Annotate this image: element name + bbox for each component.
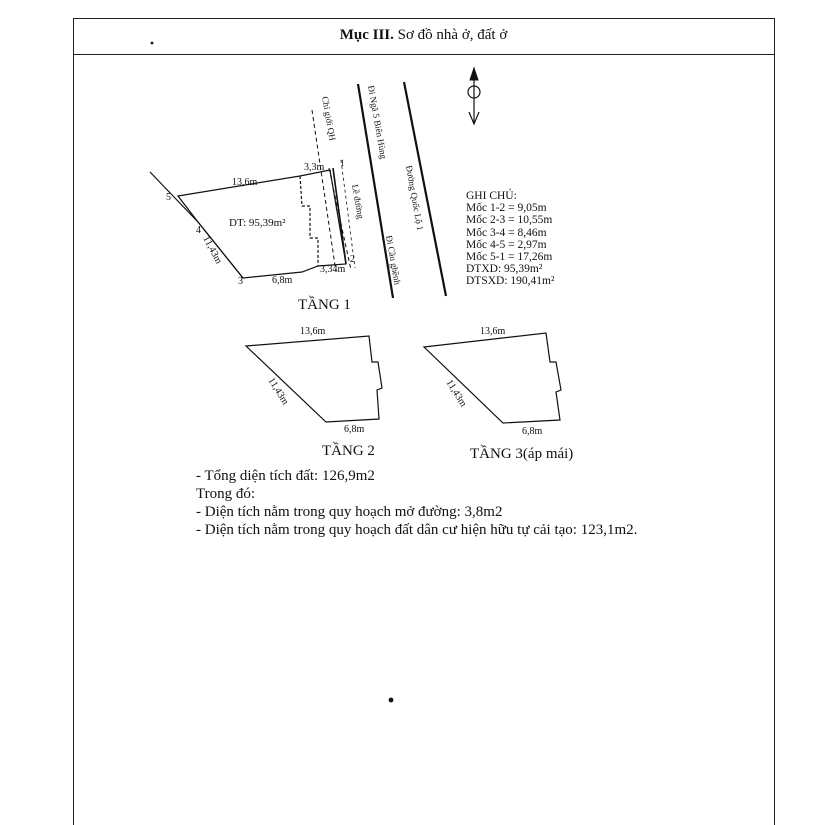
- tang2-dim-left: 11,43m: [265, 375, 291, 407]
- summary-intro: Trong đó:: [196, 486, 256, 502]
- road-label-lo-gioi: Chỉ giới QH: [320, 95, 338, 142]
- tang3-dim-left: 11,43m: [443, 377, 469, 409]
- summary-residential-area: - Diện tích nằm trong quy hoạch đất dân cư hiện hữu tự cải tạo: 123,1m2.: [196, 522, 638, 538]
- road-label-le-duong: Lề đường: [350, 183, 366, 220]
- road-label-di-nga5: Đi Ngã 5 Biên Hùng: [366, 84, 389, 160]
- title-rest: Sơ đồ nhà ở, đất ở: [397, 27, 508, 43]
- marker-4: 4: [196, 225, 201, 236]
- north-arrow-icon: [468, 68, 480, 124]
- dim-top-label: 13,6m: [232, 177, 258, 188]
- marker-1: 1: [340, 158, 345, 168]
- area-label: DT: 95,39m²: [229, 217, 286, 229]
- marker-2: 2: [350, 254, 355, 265]
- scan-dot: [389, 698, 394, 703]
- floor-plan-tang3: [424, 333, 561, 423]
- note-line: DTSXD: 190,41m²: [466, 275, 555, 288]
- tang3-label: TẦNG 3(áp mái): [470, 446, 574, 462]
- note-line: Mốc 3-4 = 8,46m: [466, 226, 547, 239]
- notes-heading: GHI CHÚ:: [466, 190, 517, 202]
- scan-dot: [151, 42, 154, 45]
- curb-dashed: [341, 160, 355, 268]
- road-label-di-cau: Đi Cầu ghềnh: [384, 234, 403, 286]
- tang3-dim-bottom: 6,8m: [522, 426, 543, 437]
- notes-block: [466, 190, 554, 288]
- note-line: Mốc 5-1 = 17,26m: [466, 251, 553, 264]
- summary-block: [196, 467, 637, 539]
- summary-road-area: - Diện tích nằm trong quy hoạch mở đường: 3,8m2: [196, 504, 503, 520]
- marker-3: 3: [238, 276, 243, 287]
- tang2-dim-bottom: 6,8m: [344, 424, 365, 435]
- dim-left-label: 11,43m: [200, 234, 225, 266]
- note-line: Mốc 4-5 = 2,97m: [466, 238, 547, 251]
- summary-total: - Tổng diện tích đất: 126,9m2: [196, 468, 375, 484]
- road-label-quoc-lo: Đường Quốc Lộ 1: [404, 164, 426, 232]
- note-line: DTXD: 95,39m²: [466, 263, 543, 276]
- tang1-label: TẦNG 1: [298, 297, 351, 313]
- tang2-label: TẦNG 2: [322, 443, 375, 459]
- dim-bottom-short-label: 3,34m: [320, 264, 346, 275]
- tang2-dim-top: 13,6m: [300, 326, 326, 337]
- dim-top-short-label: 3,3m: [304, 162, 325, 173]
- title-prefix: Mục III.: [339, 27, 394, 43]
- note-line: Mốc 1-2 = 9,05m: [466, 202, 547, 215]
- note-line: Mốc 2-3 = 10,55m: [466, 214, 553, 227]
- floor-plan-tang2: [246, 336, 382, 422]
- marker-5: 5: [166, 192, 171, 203]
- tang3-dim-top: 13,6m: [480, 326, 506, 337]
- dim-bottom-label: 6,8m: [272, 275, 293, 286]
